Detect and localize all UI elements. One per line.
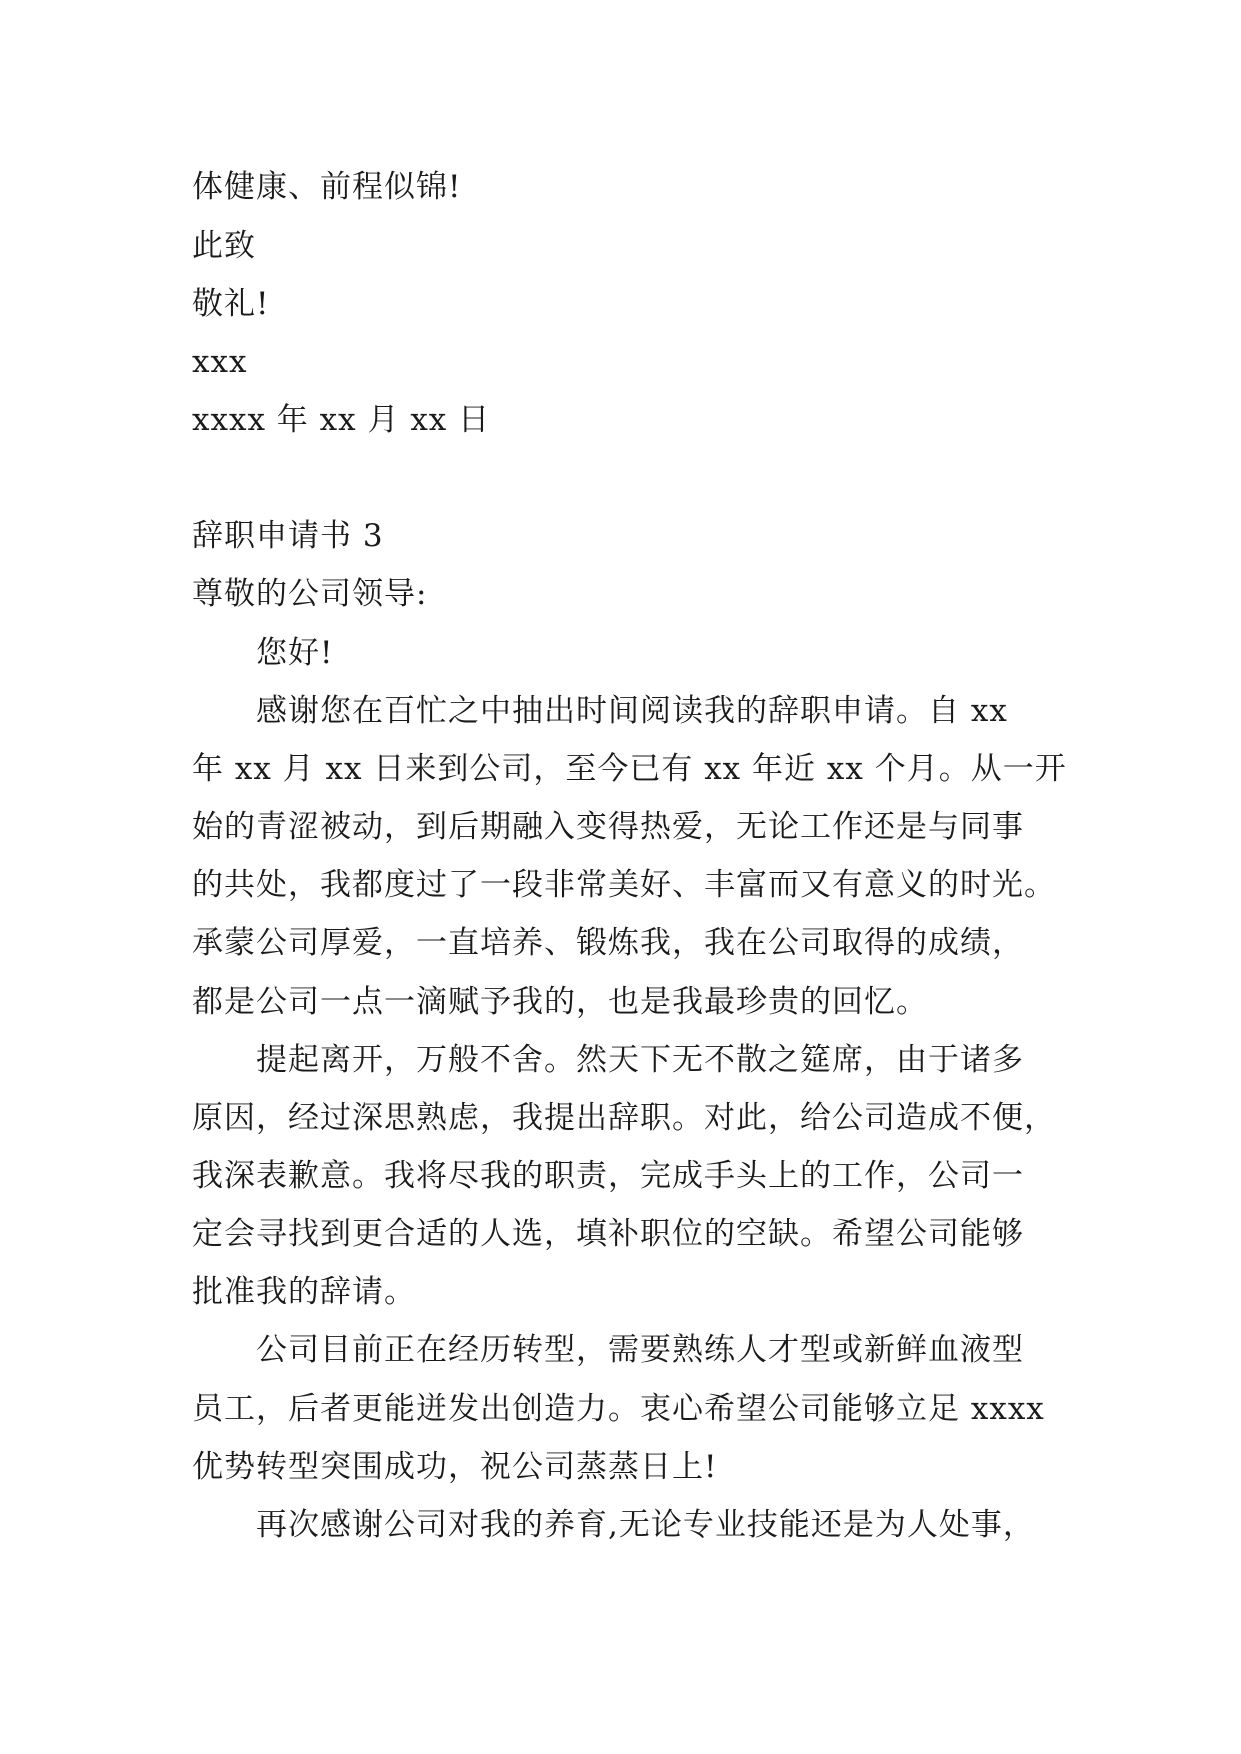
paragraph-4-line: 再次感谢公司对我的养育,无论专业技能还是为人处事， <box>256 1507 1035 1543</box>
paragraph-3-line: 员工，后者更能迸发出创造力。衷心希望公司能够立足 xxxx <box>192 1391 1045 1427</box>
date-line: xxxx 年 xx 月 xx 日 <box>192 402 491 438</box>
paragraph-2-line: 定会寻找到更合适的人选，填补职位的空缺。希望公司能够 <box>192 1216 1024 1252</box>
greeting: 您好! <box>256 635 334 671</box>
signature: xxx <box>192 344 248 380</box>
paragraph-1-line: 都是公司一点一滴赋予我的，也是我最珍贵的回忆。 <box>192 984 928 1020</box>
paragraph-2-line: 我深表歉意。我将尽我的职责，完成手头上的工作，公司一 <box>192 1158 1024 1194</box>
paragraph-2-line: 原因，经过深思熟虑，我提出辞职。对此，给公司造成不便， <box>192 1100 1056 1136</box>
paragraph-3-line: 公司目前正在经历转型，需要熟练人才型或新鲜血液型 <box>256 1332 1024 1368</box>
paragraph-1-line: 感谢您在百忙之中抽出时间阅读我的辞职申请。自 xx <box>256 693 1008 729</box>
closing-line: 体健康、前程似锦! <box>192 169 462 205</box>
paragraph-1-line: 始的青涩被动，到后期融入变得热爱，无论工作还是与同事 <box>192 809 1024 845</box>
salutation-line-2: 敬礼! <box>192 286 270 322</box>
addressee: 尊敬的公司领导: <box>192 576 428 612</box>
salutation-line-1: 此致 <box>192 228 256 264</box>
paragraph-1-line: 的共处，我都度过了一段非常美好、丰富而又有意义的时光。 <box>192 867 1056 903</box>
paragraph-2-line: 提起离开，万般不舍。然天下无不散之筵席，由于诸多 <box>256 1042 1024 1078</box>
paragraph-2-line: 批准我的辞请。 <box>192 1274 416 1310</box>
paragraph-1-line: 年 xx 月 xx 日来到公司，至今已有 xx 年近 xx 个月。从一开 <box>192 751 1067 787</box>
letter-title: 辞职申请书 3 <box>192 518 384 554</box>
paragraph-1-line: 承蒙公司厚爱，一直培养、锻炼我，我在公司取得的成绩， <box>192 925 1024 961</box>
paragraph-3-line: 优势转型突围成功，祝公司蒸蒸日上! <box>192 1449 718 1485</box>
